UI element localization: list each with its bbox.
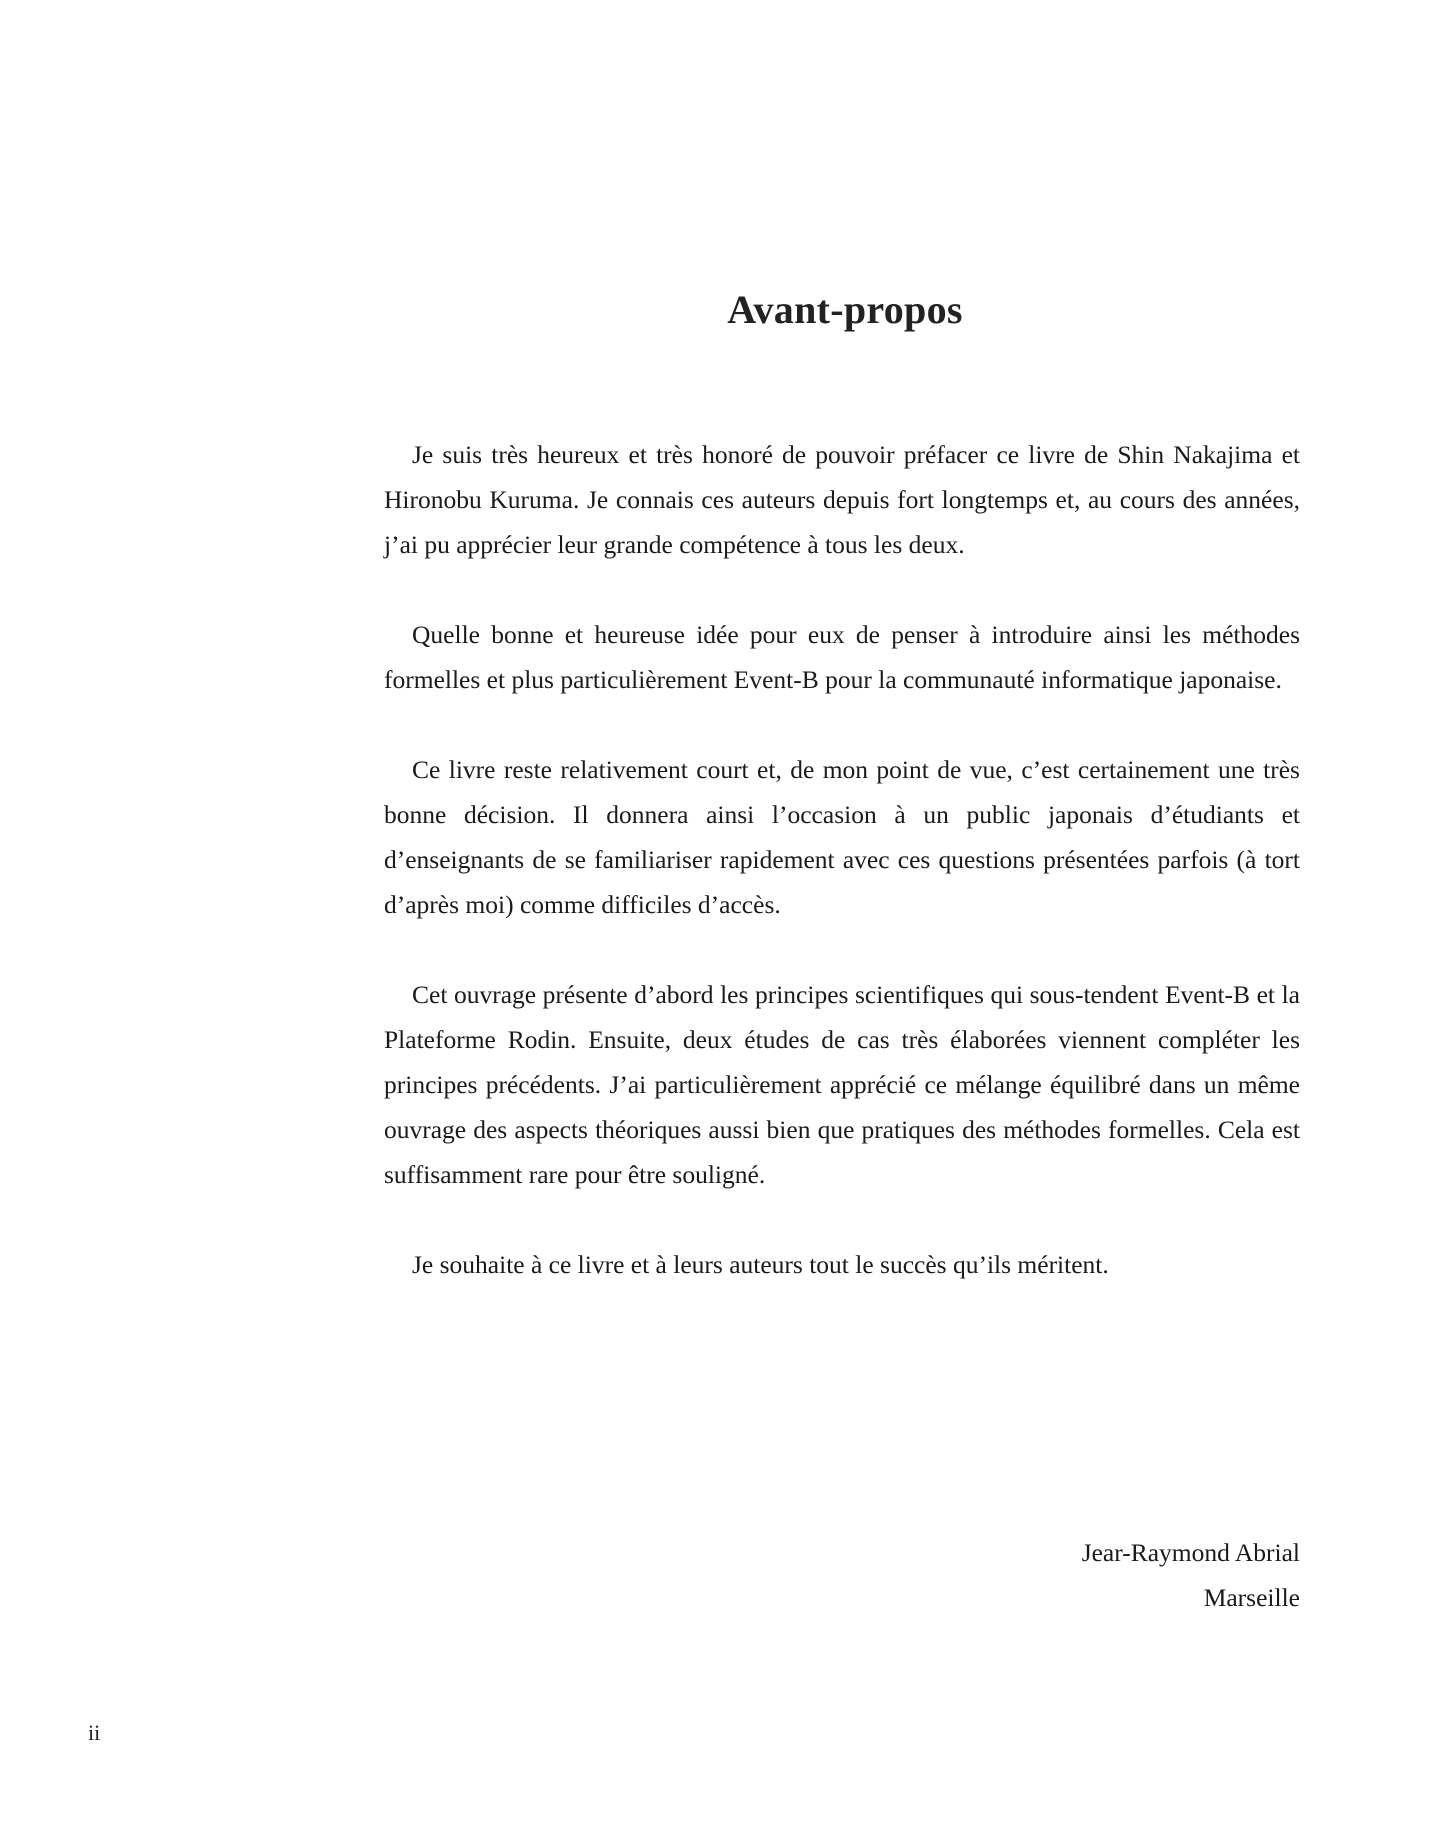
paragraph-4: Cet ouvrage présente d’abord les principes scientifiques qui sous-tendent Event-B et la Plateforme Rodin. Ensuite, deux études de cas très élaborées viennent compléter les principes précédents. J’ai particulièrement apprécié ce mélange équilibré dans un même ouvrage des aspects théoriques aussi bien que pratiques des méthodes formelles. Cela est suffisamment rare pour être souligné.: [384, 980, 1300, 1189]
paragraph-5: Je souhaite à ce livre et à leurs auteurs tout le succès qu’ils méritent.: [412, 1250, 1109, 1279]
signature-name: Jear-Raymond Abrial: [1081, 1538, 1300, 1567]
page-number: ii: [88, 1720, 101, 1745]
page-title: Avant-propos: [727, 287, 963, 332]
paragraph-2: Quelle bonne et heureuse idée pour eux de penser à introduire ainsi les méthodes formelles et plus particulièrement Event-B pour la communauté informatique japonaise.: [384, 620, 1300, 694]
signature-place: Marseille: [1203, 1583, 1300, 1612]
paragraph-1: Je suis très heureux et très honoré de pouvoir préfacer ce livre de Shin Nakajima et Hironobu Kuruma. Je connais ces auteurs depuis fort longtemps et, au cours des années, j’ai pu apprécier leur grande compétence à tous les deux.: [384, 440, 1300, 559]
signature-block: [384, 1530, 1300, 1620]
paragraph-3: Ce livre reste relativement court et, de mon point de vue, c’est certainement une très bonne décision. Il donnera ainsi l’occasion à un public japonais d’étudiants et d’enseignants de se familiariser rapidement avec ces questions présentées parfois (à tort d’après moi) comme difficiles d’accès.: [384, 755, 1300, 919]
foreword-body: [384, 432, 1300, 1332]
